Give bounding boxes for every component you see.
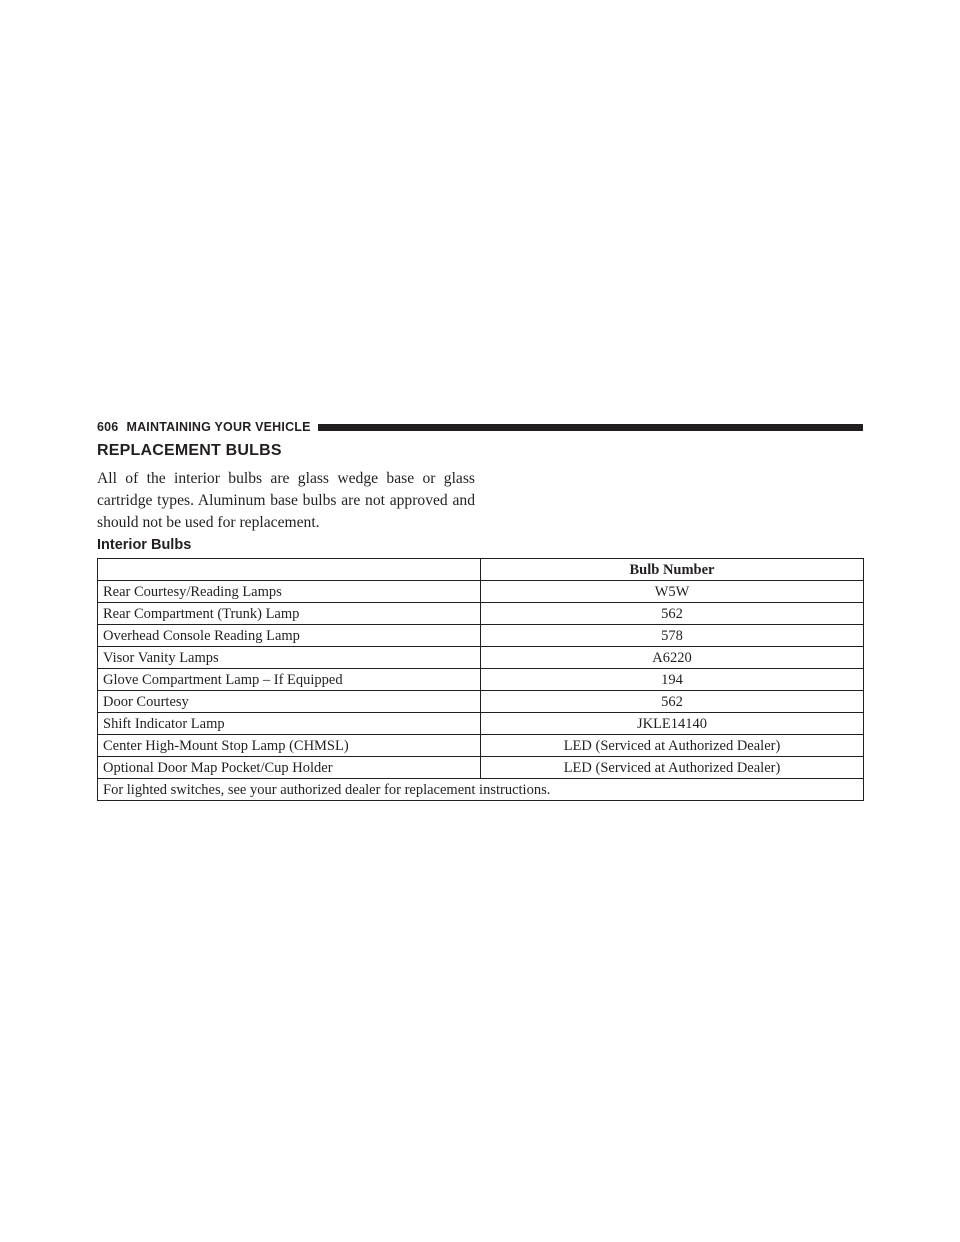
bulb-number: 562 bbox=[481, 603, 864, 625]
bulb-number: 562 bbox=[481, 691, 864, 713]
table-footnote: For lighted switches, see your authorized dealer for replacement instructions. bbox=[98, 779, 864, 801]
page-number: 606 bbox=[97, 420, 119, 434]
table-row bbox=[98, 669, 864, 691]
table-row bbox=[98, 757, 864, 779]
bulb-number: 578 bbox=[481, 625, 864, 647]
bulb-number: A6220 bbox=[481, 647, 864, 669]
bulb-number: LED (Serviced at Authorized Dealer) bbox=[481, 735, 864, 757]
lamp-name: Shift Indicator Lamp bbox=[98, 713, 481, 735]
running-section-title: MAINTAINING YOUR VEHICLE bbox=[126, 420, 311, 434]
table-row bbox=[98, 647, 864, 669]
lamp-name: Rear Courtesy/Reading Lamps bbox=[98, 581, 481, 603]
bulb-number: LED (Serviced at Authorized Dealer) bbox=[481, 757, 864, 779]
table-row bbox=[98, 713, 864, 735]
subsection-title: Interior Bulbs bbox=[97, 537, 192, 553]
lamp-name: Rear Compartment (Trunk) Lamp bbox=[98, 603, 481, 625]
lamp-name: Center High-Mount Stop Lamp (CHMSL) bbox=[98, 735, 481, 757]
bulb-number: 194 bbox=[481, 669, 864, 691]
intro-paragraph: All of the interior bulbs are glass wedge base or glass cartridge types. Aluminum base bulbs are not approved and should not be used for replacement. bbox=[97, 470, 475, 531]
table-header-row bbox=[98, 559, 864, 581]
interior-bulbs-table bbox=[97, 558, 864, 801]
column-header-lamp bbox=[98, 559, 481, 581]
table-row bbox=[98, 691, 864, 713]
table-footnote-row bbox=[98, 779, 864, 801]
page-header bbox=[97, 419, 863, 435]
bulb-number: JKLE14140 bbox=[481, 713, 864, 735]
section-title: REPLACEMENT BULBS bbox=[97, 442, 282, 459]
lamp-name: Overhead Console Reading Lamp bbox=[98, 625, 481, 647]
table-row bbox=[98, 735, 864, 757]
lamp-name: Visor Vanity Lamps bbox=[98, 647, 481, 669]
lamp-name: Optional Door Map Pocket/Cup Holder bbox=[98, 757, 481, 779]
bulb-number: W5W bbox=[481, 581, 864, 603]
table-row bbox=[98, 625, 864, 647]
column-header-bulb-number: Bulb Number bbox=[481, 559, 864, 581]
table-row bbox=[98, 603, 864, 625]
table-row bbox=[98, 581, 864, 603]
header-rule bbox=[318, 424, 863, 431]
lamp-name: Glove Compartment Lamp – If Equipped bbox=[98, 669, 481, 691]
lamp-name: Door Courtesy bbox=[98, 691, 481, 713]
